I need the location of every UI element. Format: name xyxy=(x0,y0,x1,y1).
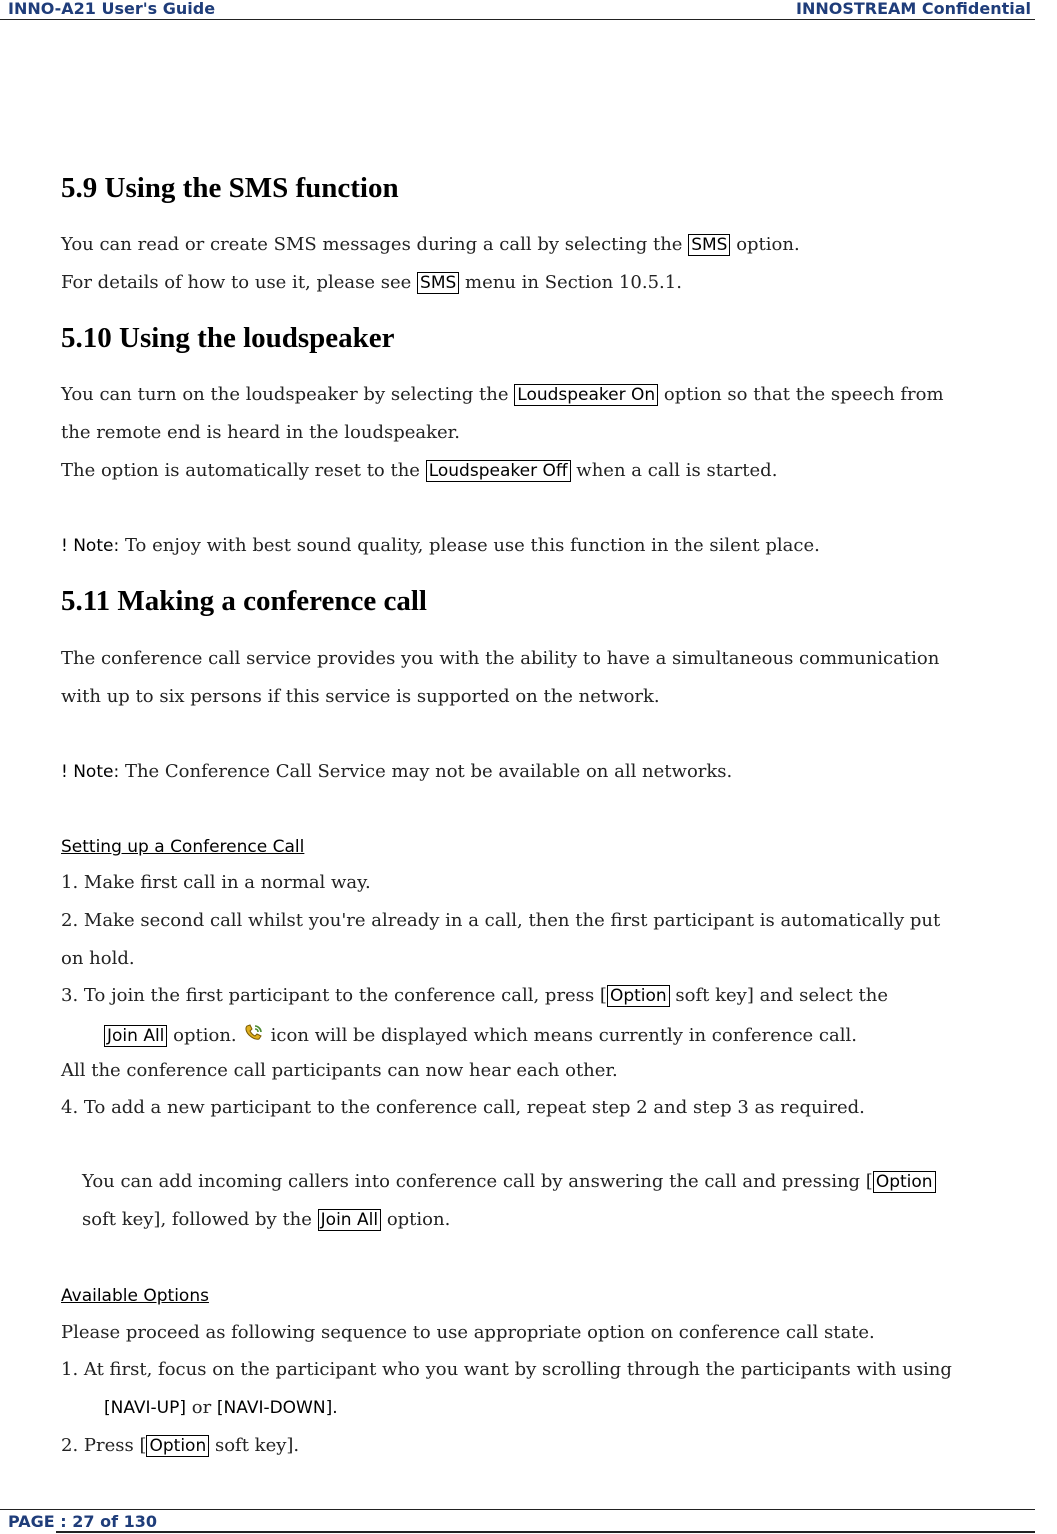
available-subtitle: Available Options xyxy=(61,1286,209,1306)
header-confidential: INNOSTREAM Confidential xyxy=(796,0,1031,18)
section-5-10-title: 5.10 Using the loudspeaker xyxy=(61,322,395,354)
step-3-note: All the conference call participants can now hear each other. xyxy=(61,1060,618,1081)
footer-rule xyxy=(56,1531,1035,1533)
step-2-cont: on hold. xyxy=(61,948,135,969)
conference-line-2: with up to six persons if this service is supported on the network. xyxy=(61,686,660,707)
step-3: 3. To join the first participant to the conference call, press [ Option soft key] and select the xyxy=(61,985,888,1006)
option-softkey-ref: Option xyxy=(873,1171,936,1193)
conference-line-1: The conference call service provides you with the ability to have a simultaneous communication xyxy=(61,648,940,669)
loudspeaker-line-3: The option is automatically reset to the Loudspeaker Off when a call is started. xyxy=(61,460,778,481)
page-footer xyxy=(0,1509,1035,1534)
navi-up-key: [NAVI-UP] xyxy=(104,1398,186,1418)
section-5-9-title: 5.9 Using the SMS function xyxy=(61,172,399,204)
step-3-cont: Join All option. icon will be displayed which means currently in conference call. xyxy=(104,1023,857,1047)
conference-note: ! Note: The Conference Call Service may not be available on all networks. xyxy=(61,761,733,782)
sms-line-2: For details of how to use it, please see SMS menu in Section 10.5.1. xyxy=(61,272,682,293)
loudspeaker-note: ! Note: To enjoy with best sound quality, please use this function in the silent place. xyxy=(61,535,820,556)
join-all-ref: Join All xyxy=(318,1209,381,1231)
sms-menu-ref: SMS xyxy=(417,272,459,294)
note-label: ! Note: xyxy=(61,536,120,556)
section-5-11-title: 5.11 Making a conference call xyxy=(61,585,427,617)
header-doc-title: INNO-A21 User's Guide xyxy=(8,0,216,18)
incoming-line-2: soft key], followed by the Join All option. xyxy=(82,1209,451,1230)
loudspeaker-off-ref: Loudspeaker Off xyxy=(426,460,571,482)
page-header xyxy=(0,0,1035,20)
step-2: 2. Make second call whilst you're already in a call, then the first participant is automatically put xyxy=(61,910,941,931)
option-softkey-ref: Option xyxy=(146,1435,209,1457)
step-1: 1. Make first call in a normal way. xyxy=(61,872,371,893)
join-all-ref: Join All xyxy=(104,1025,167,1047)
navi-down-key: [NAVI-DOWN]. xyxy=(216,1398,338,1418)
conference-call-icon xyxy=(243,1023,265,1043)
incoming-line-1: You can add incoming callers into conference call by answering the call and pressing [ Option xyxy=(82,1171,936,1193)
option-softkey-ref: Option xyxy=(607,985,670,1007)
avail-step-1-cont: [NAVI-UP] or [NAVI-DOWN]. xyxy=(104,1397,338,1418)
sms-line-1: You can read or create SMS messages during a call by selecting the SMS option. xyxy=(61,234,800,255)
avail-step-2: 2. Press [ Option soft key]. xyxy=(61,1435,300,1456)
sms-option-ref: SMS xyxy=(688,234,730,256)
step-4: 4. To add a new participant to the conference call, repeat step 2 and step 3 as required. xyxy=(61,1097,865,1118)
avail-step-1: 1. At first, focus on the participant who you want by scrolling through the participants with using xyxy=(61,1359,952,1380)
note-label: ! Note: xyxy=(61,762,120,782)
page-number: PAGE : 27 of 130 xyxy=(8,1512,157,1531)
loudspeaker-on-ref: Loudspeaker On xyxy=(514,384,658,406)
avail-intro: Please proceed as following sequence to use appropriate option on conference call state. xyxy=(61,1322,875,1343)
loudspeaker-line-2: the remote end is heard in the loudspeaker. xyxy=(61,422,461,443)
loudspeaker-line-1: You can turn on the loudspeaker by selecting the Loudspeaker On option so that the speech from xyxy=(61,384,944,405)
setup-subtitle: Setting up a Conference Call xyxy=(61,837,305,857)
